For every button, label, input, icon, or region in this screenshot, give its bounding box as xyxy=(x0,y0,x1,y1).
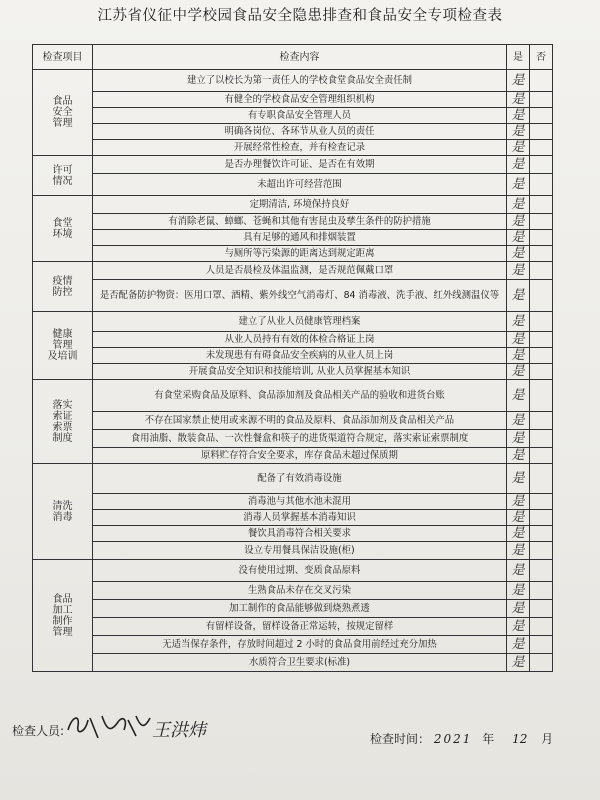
category-label-line: 健康 xyxy=(52,329,73,340)
no-cell xyxy=(530,92,553,108)
check-item: 建立了从业人员健康管理档案 xyxy=(93,312,507,332)
no-cell xyxy=(530,364,553,380)
category-label-line: 加工 xyxy=(52,604,73,616)
check-item: 不存在国家禁止使用或来源不明的食品及原料、食品添加剂及食品相关产品 xyxy=(93,412,507,430)
no-cell xyxy=(530,140,553,156)
check-item: 消毒池与其他水池未混用 xyxy=(93,494,507,510)
year-unit: 年 xyxy=(482,732,495,746)
inspection-time xyxy=(370,730,553,747)
no-cell xyxy=(530,582,553,600)
category-label-line: 情况 xyxy=(52,175,73,187)
category-label-line: 制作 xyxy=(52,615,73,627)
check-item: 消毒人员掌握基本消毒知识 xyxy=(93,510,507,526)
no-cell xyxy=(530,262,553,280)
time-label: 检查时间： xyxy=(370,732,431,746)
table-row xyxy=(33,70,553,92)
yes-mark: 是 xyxy=(507,348,530,364)
category-cell xyxy=(33,312,93,380)
check-item: 未发现患有有碍食品安全疾病的从业人员上岗 xyxy=(93,348,507,364)
no-cell xyxy=(530,430,553,448)
check-item: 没有使用过期、变质食品原料 xyxy=(93,560,507,582)
header-no: 否 xyxy=(530,45,553,70)
no-cell xyxy=(530,70,553,92)
check-item: 人员是否晨检及体温监测，是否规范佩戴口罩 xyxy=(93,262,507,280)
no-cell xyxy=(530,464,553,494)
yes-mark: 是 xyxy=(507,526,530,542)
table-header-row xyxy=(33,45,553,70)
yes-mark: 是 xyxy=(507,262,530,280)
yes-mark: 是 xyxy=(507,196,530,214)
check-item: 水质符合卫生要求(标准) xyxy=(93,654,507,672)
category-cell xyxy=(33,70,93,156)
category-label-line: 管理 xyxy=(52,626,73,638)
check-item: 是否配备防护物资：医用口罩、酒精、紫外线空气消毒灯、84 消毒液、洗手液、红外线测温仪等 xyxy=(93,280,507,312)
table-row xyxy=(33,230,553,246)
time-month: 12 xyxy=(512,732,528,746)
yes-mark: 是 xyxy=(507,312,530,332)
category-cell xyxy=(33,464,93,560)
no-cell xyxy=(530,156,553,174)
yes-mark: 是 xyxy=(507,636,530,654)
table-row xyxy=(33,412,553,430)
check-item: 原料贮存符合安全要求，库存食品未超过保质期 xyxy=(93,448,507,464)
header-content: 检查内容 xyxy=(93,45,507,70)
yes-mark: 是 xyxy=(507,412,530,430)
table-body xyxy=(33,70,553,672)
month-unit: 月 xyxy=(541,732,554,746)
no-cell xyxy=(530,636,553,654)
yes-mark: 是 xyxy=(507,430,530,448)
category-label-line: 制度 xyxy=(52,432,73,444)
table-row xyxy=(33,332,553,348)
yes-mark: 是 xyxy=(507,510,530,526)
category-label-line: 环境 xyxy=(52,228,73,240)
yes-mark: 是 xyxy=(507,600,530,618)
yes-mark: 是 xyxy=(507,542,530,560)
category-label-line: 食品 xyxy=(52,593,73,605)
no-cell xyxy=(530,448,553,464)
yes-mark: 是 xyxy=(507,140,530,156)
no-cell xyxy=(530,348,553,364)
check-item: 未超出许可经营范围 xyxy=(93,174,507,196)
check-item: 建立了以校长为第一责任人的学校食堂食品安全责任制 xyxy=(93,70,507,92)
no-cell xyxy=(530,312,553,332)
check-item: 配备了有效消毒设施 xyxy=(93,464,507,494)
category-label-line: 消毒 xyxy=(52,511,73,523)
yes-mark: 是 xyxy=(507,124,530,140)
check-item: 有消除老鼠、蟑螂、苍蝇和其他有害昆虫及孳生条件的防护措施 xyxy=(93,214,507,230)
category-label-line: 管理 xyxy=(52,118,73,129)
no-cell xyxy=(530,196,553,214)
category-label-line: 防控 xyxy=(52,286,73,298)
table-row xyxy=(33,108,553,124)
check-item: 有留样设备，留样设备正常运转，按规定留样 xyxy=(93,618,507,636)
yes-mark: 是 xyxy=(507,214,530,230)
check-item: 定期清洁, 环境保持良好 xyxy=(93,196,507,214)
table-row xyxy=(33,582,553,600)
table-row xyxy=(33,124,553,140)
check-item: 食用油脂、散装食品、一次性餐盒和筷子的进货渠道符合规定，落实索证索票制度 xyxy=(93,430,507,448)
no-cell xyxy=(530,654,553,672)
table-row xyxy=(33,156,553,174)
category-label-line: 清洗 xyxy=(52,500,73,512)
table-row xyxy=(33,92,553,108)
check-item: 生熟食品未存在交叉污染 xyxy=(93,582,507,600)
category-cell xyxy=(33,196,93,262)
yes-mark: 是 xyxy=(507,582,530,600)
no-cell xyxy=(530,332,553,348)
no-cell xyxy=(530,174,553,196)
check-item: 设立专用餐具保洁设施(柜) xyxy=(93,542,507,560)
table-row xyxy=(33,196,553,214)
no-cell xyxy=(530,526,553,542)
no-cell xyxy=(530,560,553,582)
category-label-line: 疫情 xyxy=(52,275,73,287)
table-row xyxy=(33,448,553,464)
category-label-line: 及培训 xyxy=(47,351,78,362)
table-row xyxy=(33,364,553,380)
yes-mark: 是 xyxy=(507,156,530,174)
category-label-line: 索票 xyxy=(52,421,73,433)
form-title: 江苏省仪征中学校园食品安全隐患排查和食品安全专项检查表 xyxy=(97,8,503,24)
table-row xyxy=(33,246,553,262)
inspector-signature-1 xyxy=(62,708,152,742)
yes-mark: 是 xyxy=(507,246,530,262)
inspector-signature-2: 王洪炜 xyxy=(152,720,206,741)
table-row xyxy=(33,560,553,582)
check-item: 从业人员持有有效的体检合格证上岗 xyxy=(93,332,507,348)
check-item: 是否办理餐饮许可证、是否在有效期 xyxy=(93,156,507,174)
category-cell xyxy=(33,262,93,312)
yes-mark: 是 xyxy=(507,230,530,246)
yes-mark: 是 xyxy=(507,380,530,412)
check-item: 加工制作的食品能够做到烧熟煮透 xyxy=(93,600,507,618)
header-category: 检查项目 xyxy=(33,45,93,70)
category-cell xyxy=(33,156,93,196)
no-cell xyxy=(530,510,553,526)
table-row xyxy=(33,348,553,364)
table-row xyxy=(33,494,553,510)
table-row xyxy=(33,654,553,672)
table-row xyxy=(33,510,553,526)
table-row xyxy=(33,542,553,560)
no-cell xyxy=(530,412,553,430)
category-label-line: 索证 xyxy=(52,410,73,422)
table-row xyxy=(33,262,553,280)
category-label-line: 食堂 xyxy=(52,217,73,229)
category-label-line: 落实 xyxy=(52,399,73,411)
table-row xyxy=(33,636,553,654)
no-cell xyxy=(530,230,553,246)
no-cell xyxy=(530,280,553,312)
no-cell xyxy=(530,108,553,124)
yes-mark: 是 xyxy=(507,494,530,510)
category-label-line: 管理 xyxy=(52,340,73,351)
table-row xyxy=(33,380,553,412)
check-item: 具有足够的通风和排烟装置 xyxy=(93,230,507,246)
check-item: 与厕所等污染源的距离达到规定距离 xyxy=(93,246,507,262)
check-item: 明确各岗位、各环节从业人员的责任 xyxy=(93,124,507,140)
check-item: 开展食品安全知识和技能培训, 从业人员掌握基本知识 xyxy=(93,364,507,380)
no-cell xyxy=(530,124,553,140)
no-cell xyxy=(530,618,553,636)
inspector-label: 检查人员: xyxy=(12,724,65,738)
table-row xyxy=(33,214,553,230)
table-row xyxy=(33,430,553,448)
table-row xyxy=(33,618,553,636)
yes-mark: 是 xyxy=(507,174,530,196)
no-cell xyxy=(530,246,553,262)
yes-mark: 是 xyxy=(507,560,530,582)
table-row xyxy=(33,464,553,494)
header-yes: 是 xyxy=(507,45,530,70)
inspection-table xyxy=(32,44,553,672)
table-row xyxy=(33,312,553,332)
yes-mark: 是 xyxy=(507,364,530,380)
yes-mark: 是 xyxy=(507,654,530,672)
yes-mark: 是 xyxy=(507,448,530,464)
check-item: 有专职食品安全管理人员 xyxy=(93,108,507,124)
no-cell xyxy=(530,542,553,560)
time-year: 2021 xyxy=(433,732,473,746)
category-label-line: 食品 xyxy=(52,96,73,107)
check-item: 无适当保存条件，存放时间超过 2 小时的食品食用前经过充分加热 xyxy=(93,636,507,654)
category-label-line: 安全 xyxy=(52,107,73,118)
no-cell xyxy=(530,380,553,412)
yes-mark: 是 xyxy=(507,92,530,108)
table-row xyxy=(33,526,553,542)
check-item: 有健全的学校食品安全管理组织机构 xyxy=(93,92,507,108)
table-row xyxy=(33,174,553,196)
table-row xyxy=(33,600,553,618)
no-cell xyxy=(530,600,553,618)
table-row xyxy=(33,280,553,312)
yes-mark: 是 xyxy=(507,464,530,494)
category-cell xyxy=(33,560,93,672)
yes-mark: 是 xyxy=(507,280,530,312)
no-cell xyxy=(530,214,553,230)
check-item: 开展经常性检查，并有检查记录 xyxy=(93,140,507,156)
no-cell xyxy=(530,494,553,510)
check-item: 有食堂采购食品及原料、食品添加剂及食品相关产品的验收和进货台账 xyxy=(93,380,507,412)
yes-mark: 是 xyxy=(507,108,530,124)
yes-mark: 是 xyxy=(507,618,530,636)
category-cell xyxy=(33,380,93,464)
yes-mark: 是 xyxy=(507,70,530,92)
category-label-line: 许可 xyxy=(52,164,73,176)
yes-mark: 是 xyxy=(507,332,530,348)
check-item: 餐饮具消毒符合相关要求 xyxy=(93,526,507,542)
table-row xyxy=(33,140,553,156)
